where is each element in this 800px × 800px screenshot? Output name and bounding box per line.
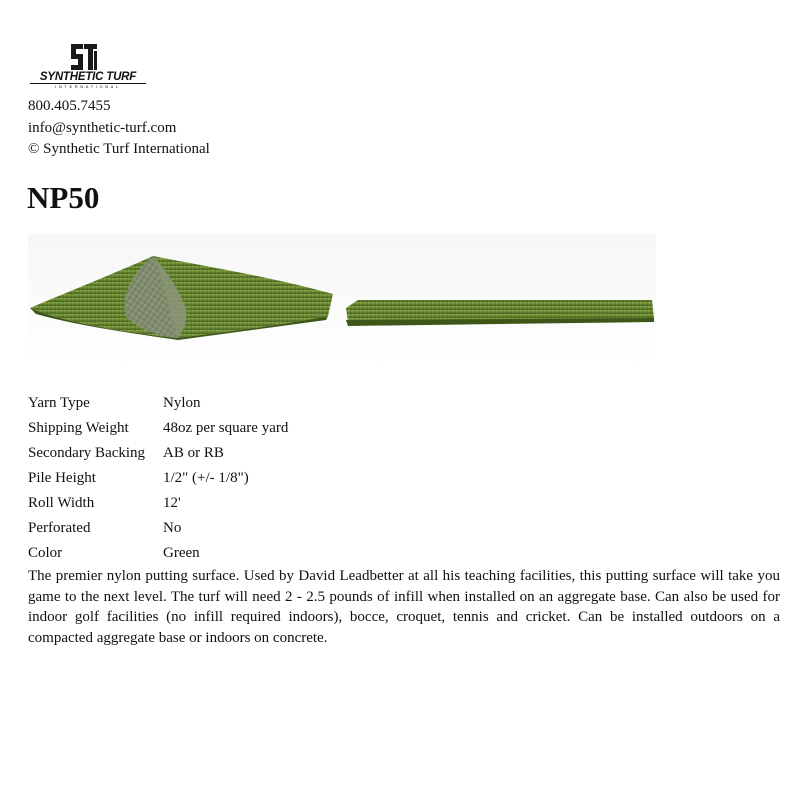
- spec-value: No: [163, 520, 182, 536]
- spec-label: Color: [28, 545, 63, 561]
- spec-row-color: [28, 541, 288, 566]
- spec-row-shipping-weight: [28, 416, 288, 441]
- spec-value: 48oz per square yard: [163, 420, 289, 436]
- spec-label: Perforated: [28, 520, 91, 536]
- spec-row-secondary-backing: [28, 441, 288, 466]
- logo-name: SYNTHETIC TURF: [39, 71, 137, 83]
- sti-logo-mark: [68, 42, 100, 72]
- product-description: The premier nylon putting surface. Used by David Leadbetter at all his teaching facilities, this putting surface will take you game to the next level. The turf will need 2 - 2.5 pounds of infill when installed on an aggregate base. Can also be used for indoor golf facilities (no infill required indoors), bocce, croquet, tennis and cricket. Can be installed outdoors on a compacted aggregate base or indoors on concrete.: [28, 568, 780, 646]
- spec-row-roll-width: [28, 491, 288, 516]
- spec-label: Yarn Type: [28, 395, 90, 411]
- spec-row-perforated: [28, 516, 288, 541]
- turf-sample-image: [28, 234, 656, 368]
- spec-row-yarn-type: [28, 391, 288, 416]
- spec-value: Green: [163, 545, 200, 561]
- product-title: NP50: [27, 180, 100, 215]
- spec-value: 12': [163, 495, 181, 511]
- spec-value: 1/2" (+/- 1/8"): [163, 470, 249, 486]
- spec-label: Pile Height: [28, 470, 96, 486]
- company-logo: [28, 42, 148, 88]
- spec-value: AB or RB: [163, 445, 224, 461]
- logo-subtitle: INTERNATIONAL: [55, 84, 121, 89]
- spec-label: Roll Width: [28, 495, 95, 511]
- contact-info: [28, 96, 210, 161]
- copyright-notice: © Synthetic Turf International: [28, 141, 210, 157]
- email-address: info@synthetic-turf.com: [28, 119, 177, 136]
- spec-label: Secondary Backing: [28, 445, 146, 461]
- phone-number: 800.405.7455: [28, 98, 111, 114]
- spec-row-pile-height: [28, 466, 288, 491]
- spec-value: Nylon: [163, 395, 201, 411]
- spec-label: Shipping Weight: [28, 420, 129, 436]
- spec-table: [28, 391, 288, 566]
